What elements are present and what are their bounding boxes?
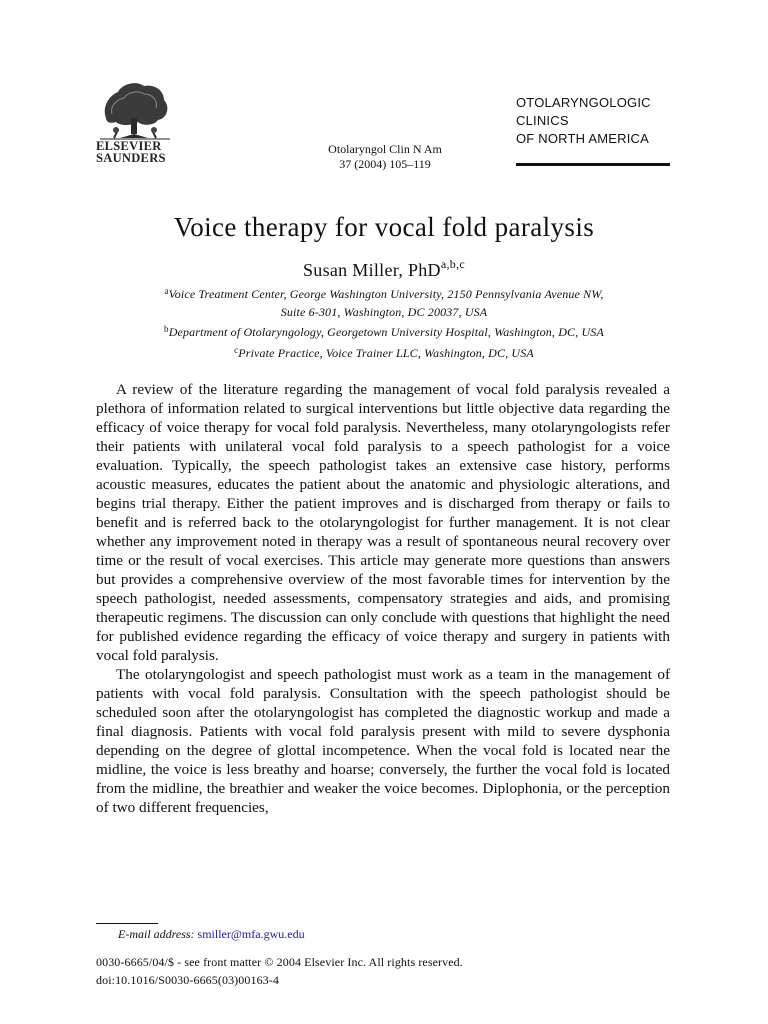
- author-line: [0, 253, 768, 281]
- affiliations: [96, 283, 672, 362]
- doi-line[interactable]: doi:10.1016/S0030-6665(03)00163-4: [96, 972, 279, 987]
- affiliation-mark: b: [164, 324, 169, 334]
- masthead-rule: [516, 163, 670, 166]
- affiliation-text: Department of Otolaryngology, Georgetown University Hospital, Washington, DC, USA: [168, 325, 604, 339]
- publisher-name-line1: ELSEVIER: [96, 139, 162, 153]
- affiliation-text: Private Practice, Voice Trainer LLC, Washington, DC, USA: [238, 345, 534, 360]
- article-body: [96, 380, 670, 817]
- affiliation-text: Suite 6-301, Washington, DC 20037, USA: [280, 304, 488, 319]
- citation-volume: 37 (2004) 105–119: [339, 157, 431, 171]
- affiliation-text: Voice Treatment Center, George Washington University, 2150 Pennsylvania Avenue NW,: [168, 287, 604, 301]
- citation: [280, 142, 490, 172]
- affiliation-c: [96, 342, 672, 363]
- journal-title-line1: OTOLARYNGOLOGIC: [516, 95, 651, 110]
- publisher-logo: [96, 78, 196, 164]
- footnote-email: [118, 927, 305, 942]
- author-name: Susan Miller, PhD: [302, 260, 441, 280]
- copyright-block: [96, 954, 463, 989]
- affiliation-a: [96, 283, 672, 304]
- body-paragraph-2: The otolaryngologist and speech pathologist must work as a team in the management of patients with vocal fold paralysis. Consultation with the speech pathologist should be scheduled soon after the otolaryngologist has completed the diagnostic workup and made a final diagnosis. Patients with vocal fold paralysis present with mild to severe dysphonia depending on the degree of glottal incompetence. When the vocal fold is located near the midline, the voice is less breathy and hoarse; conversely, the further the vocal fold is located from the midline, the breathier and weaker the voice becomes. Diplophonia, or the perception of two different frequencies,: [96, 666, 670, 816]
- copyright-line: 0030-6665/04/$ - see front matter © 2004 Elsevier Inc. All rights reserved.: [96, 955, 463, 969]
- citation-journal: Otolaryngol Clin N Am: [328, 142, 442, 156]
- page-header: [0, 0, 768, 180]
- journal-masthead: [516, 94, 670, 148]
- affiliation-mark: c: [234, 344, 239, 355]
- footnote-rule: [96, 923, 158, 924]
- journal-title-line3: OF NORTH AMERICA: [516, 131, 649, 146]
- publisher-name-line2: SAUNDERS: [96, 151, 166, 165]
- author-affiliation-marks: a,b,c: [440, 257, 466, 271]
- body-paragraph-1: A review of the literature regarding the management of vocal fold paralysis revealed a plethora of information related to surgical interventions but little objective data regarding the efficacy of voice therapy for vocal fold paralysis. Nevertheless, many otolaryngologists refer their patients with unilateral vocal fold paralysis to a speech pathologist for a voice evaluation. Typically, the speech pathologist takes an extensive case history, performs acoustic measures, educates the patient about the anatomic and physiologic alterations, and begins trial therapy. Either the patient improves and is discharged from therapy or fails to benefit and is referred back to the otolaryngologist for further management. It is not clear whether any improvement noted in therapy was a result of spontaneous neural recovery over time or the result of vocal exercises. This article may generate more questions than answers but provides a comprehensive overview of the most favorable times for intervention by the speech pathologist, needed assessments, compensatory strategies and aids, and promising therapeutic regimens. The discussion can only conclude with questions that highlight the need for published evidence regarding the efficacy of voice therapy and surgery in patients with vocal fold paralysis.: [96, 381, 670, 664]
- affiliation-a-cont: [96, 304, 672, 322]
- elsevier-tree-icon: [98, 78, 172, 140]
- affiliation-b: [96, 321, 672, 342]
- affiliation-mark: a: [164, 286, 169, 296]
- email-label: E-mail address:: [118, 927, 195, 941]
- journal-title-line2: CLINICS: [516, 113, 569, 128]
- email-link[interactable]: smiller@mfa.gwu.edu: [197, 927, 305, 941]
- article-title: Voice therapy for vocal fold paralysis: [173, 212, 595, 242]
